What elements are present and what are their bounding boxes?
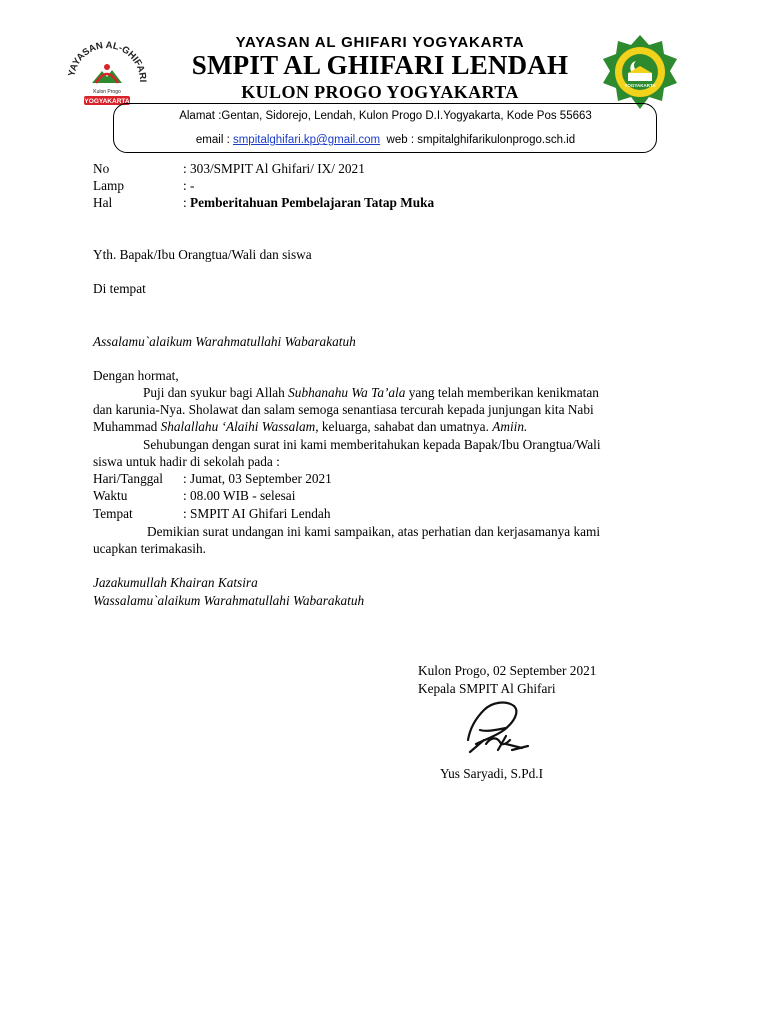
- closing-salam: Wassalamu`alaikum Warahmatullahi Wabarakatuh: [93, 593, 365, 608]
- signer-position: Kepala SMPIT Al Ghifari: [418, 681, 556, 696]
- handwritten-signature: [462, 700, 532, 754]
- subject: Pemberitahuan Pembelajaran Tatap Muka: [190, 195, 435, 210]
- contact-line: [113, 134, 658, 146]
- school-address: Alamat :Gentan, Sidorejo, Lendah, Kulon Progo D.I.Yogyakarta, Kode Pos 55663: [179, 110, 592, 122]
- paragraph-2-line-2: siswa untuk hadir di sekolah pada :: [93, 454, 280, 469]
- logo-bottom-text: YOGYAKARTA: [84, 98, 130, 105]
- signer-name: Yus Saryadi, S.Pd.I: [440, 766, 544, 781]
- school-logo: [600, 33, 680, 113]
- logo-arc-text: YAYASAN AL-GHIFARI: [66, 39, 148, 83]
- time-value: : 08.00 WIB - selesai: [183, 488, 296, 503]
- day-value: : Jumat, 03 September 2021: [183, 471, 332, 486]
- web-label: web :: [386, 134, 418, 146]
- paragraph-3-line-1: Demikian surat undangan ini kami sampaikan, atas perhatian dan kerjasamanya kami: [147, 524, 601, 539]
- p1-text: Puji dan syukur bagi Allah: [143, 385, 289, 400]
- foundation-name: YAYASAN AL GHIFARI YOGYAKARTA: [235, 34, 525, 51]
- no-value: : 303/SMPIT Al Ghifari/ IX/ 2021: [183, 161, 365, 176]
- web-address: smpitalghifarikulonprogo.sch.id: [417, 134, 576, 146]
- lamp-label: Lamp: [93, 178, 125, 193]
- p1-italic: Subhanahu Wa Ta’ala: [288, 385, 406, 400]
- logo-inner-text: Kulon Progo: [93, 89, 121, 95]
- foundation-logo: [66, 37, 148, 111]
- recipient-place: Di tempat: [93, 281, 146, 296]
- p1-text-3: Muhammad: [93, 419, 161, 434]
- paragraph-2-line-1: Sehubungan dengan surat ini kami memberitahukan kepada Bapak/Ibu Orangtua/Wali: [143, 437, 601, 452]
- hal-label: Hal: [93, 195, 113, 210]
- paragraph-1-line-1: [143, 385, 599, 401]
- email-label: email :: [195, 134, 233, 146]
- school-name: SMPIT AL GHIFARI LENDAH: [191, 50, 569, 80]
- time-label: Waktu: [93, 488, 128, 503]
- hal-row: [183, 195, 434, 211]
- paragraph-1-line-3: [93, 419, 527, 435]
- closing-line-1: Jazakumullah Khairan Katsira: [93, 575, 258, 590]
- recipient-line: Yth. Bapak/Ibu Orangtua/Wali dan siswa: [93, 247, 312, 262]
- school-region: KULON PROGO YOGYAKARTA: [241, 82, 519, 102]
- school-logo-text: YOGYAKARTA: [624, 83, 656, 88]
- p1-text-4: , keluarga, sahabat dan umatnya.: [315, 419, 493, 434]
- place-date: Kulon Progo, 02 September 2021: [418, 663, 597, 678]
- lamp-value: : -: [183, 178, 195, 193]
- opening-salam: Assalamu`alaikum Warahmatullahi Wabarakatuh: [93, 334, 356, 349]
- no-label: No: [93, 161, 110, 176]
- place-label: Tempat: [93, 506, 133, 521]
- greeting: Dengan hormat,: [93, 368, 179, 383]
- place-value: : SMPIT AI Ghifari Lendah: [183, 506, 331, 521]
- paragraph-1-line-2: dan karunia-Nya. Sholawat dan salam semoga senantiasa tercurah kepada junjungan kita Nabi: [93, 402, 594, 417]
- p1-italic-2: Shalallahu ‘Alaihi Wassalam: [160, 419, 316, 434]
- hal-colon: :: [183, 195, 187, 210]
- email-link[interactable]: smpitalghifari.kp@gmail.com: [232, 134, 381, 146]
- p1-text-2: yang telah memberikan kenikmatan: [405, 385, 599, 400]
- svg-text:YAYASAN AL-GHIFARI: [66, 40, 148, 82]
- paragraph-3-line-2: ucapkan terimakasih.: [93, 541, 206, 556]
- p1-amiin: Amiin.: [492, 419, 528, 434]
- day-label: Hari/Tanggal: [93, 471, 163, 486]
